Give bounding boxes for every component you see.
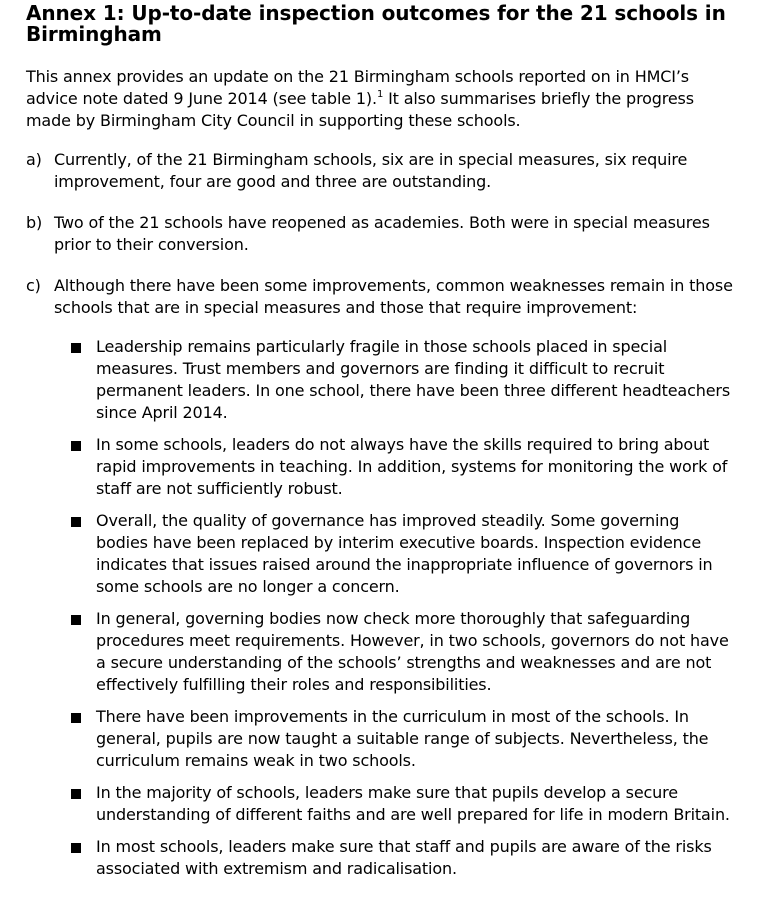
bullet-item <box>26 608 736 696</box>
bullet-text: Leadership remains particularly fragile in those schools placed in special measures. Trust members and governors are finding it difficult to recruit permanent leaders. In one school, there have been three different headteachers since April 2014. <box>96 337 731 422</box>
list-item-text: Currently, of the 21 Birmingham schools, six are in special measures, six require improvement, four are good and three are outstanding. <box>54 150 688 191</box>
square-bullet-icon <box>71 517 81 527</box>
bullet-text: In general, governing bodies now check more thoroughly that safeguarding procedures meet requirements. However, in two schools, governors do not have a secure understanding of the schools’ strengths and weaknesses and are not effectively fulfilling their roles and responsibilities. <box>96 609 729 694</box>
list-item-c <box>26 275 736 319</box>
bullet-text: In the majority of schools, leaders make sure that pupils develop a secure understanding of different faiths and are well prepared for life in modern Britain. <box>96 783 730 824</box>
intro-paragraph <box>26 66 736 132</box>
bullet-text: In some schools, leaders do not always have the skills required to bring about rapid improvements in teaching. In addition, systems for monitoring the work of staff are not sufficiently robust. <box>96 435 728 498</box>
square-bullet-icon <box>71 343 81 353</box>
lettered-list <box>26 149 736 319</box>
list-marker: a) <box>26 150 42 169</box>
list-item-b <box>26 212 736 256</box>
footnote-marker[interactable]: 1 <box>376 88 384 100</box>
bullet-item <box>26 836 736 880</box>
document-page <box>26 0 736 890</box>
square-bullet-icon <box>71 441 81 451</box>
annex-title: Annex 1: Up-to-date inspection outcomes for the 21 schools in Birmingham <box>26 1 726 46</box>
list-marker: c) <box>26 276 41 295</box>
square-bullet-icon <box>71 843 81 853</box>
intro-text-before: This annex provides an update on the 21 Birmingham schools reported on in HMCI’s advice note dated 9 June 2014 (see table 1). <box>26 67 689 108</box>
bullet-text: There have been improvements in the curriculum in most of the schools. In general, pupils are now taught a suitable range of subjects. Nevertheless, the curriculum remains weak in two schools. <box>96 707 709 770</box>
bullet-text: Overall, the quality of governance has improved steadily. Some governing bodies have been replaced by interim executive boards. Inspection evidence indicates that issues raised around the inappropriate influence of governors in some schools are no longer a concern. <box>96 511 713 596</box>
bullet-item <box>26 706 736 772</box>
list-marker: b) <box>26 213 43 232</box>
bullet-item <box>26 782 736 826</box>
list-item-text: Although there have been some improvements, common weaknesses remain in those schools that are in special measures and those that require improvement: <box>54 276 733 317</box>
intro-text-after: It also summarises briefly the progress made by Birmingham City Council in supporting these schools. <box>26 89 694 130</box>
square-bullet-icon <box>71 713 81 723</box>
bullet-item <box>26 510 736 598</box>
square-bullet-icon <box>71 615 81 625</box>
square-bullet-icon <box>71 789 81 799</box>
list-item-text: Two of the 21 schools have reopened as academies. Both were in special measures prior to their conversion. <box>54 213 710 254</box>
bullet-text: In most schools, leaders make sure that staff and pupils are aware of the risks associated with extremism and radicalisation. <box>96 837 712 878</box>
weakness-bullet-list <box>26 336 736 880</box>
list-item-a <box>26 149 736 193</box>
bullet-item <box>26 434 736 500</box>
bullet-item <box>26 336 736 424</box>
